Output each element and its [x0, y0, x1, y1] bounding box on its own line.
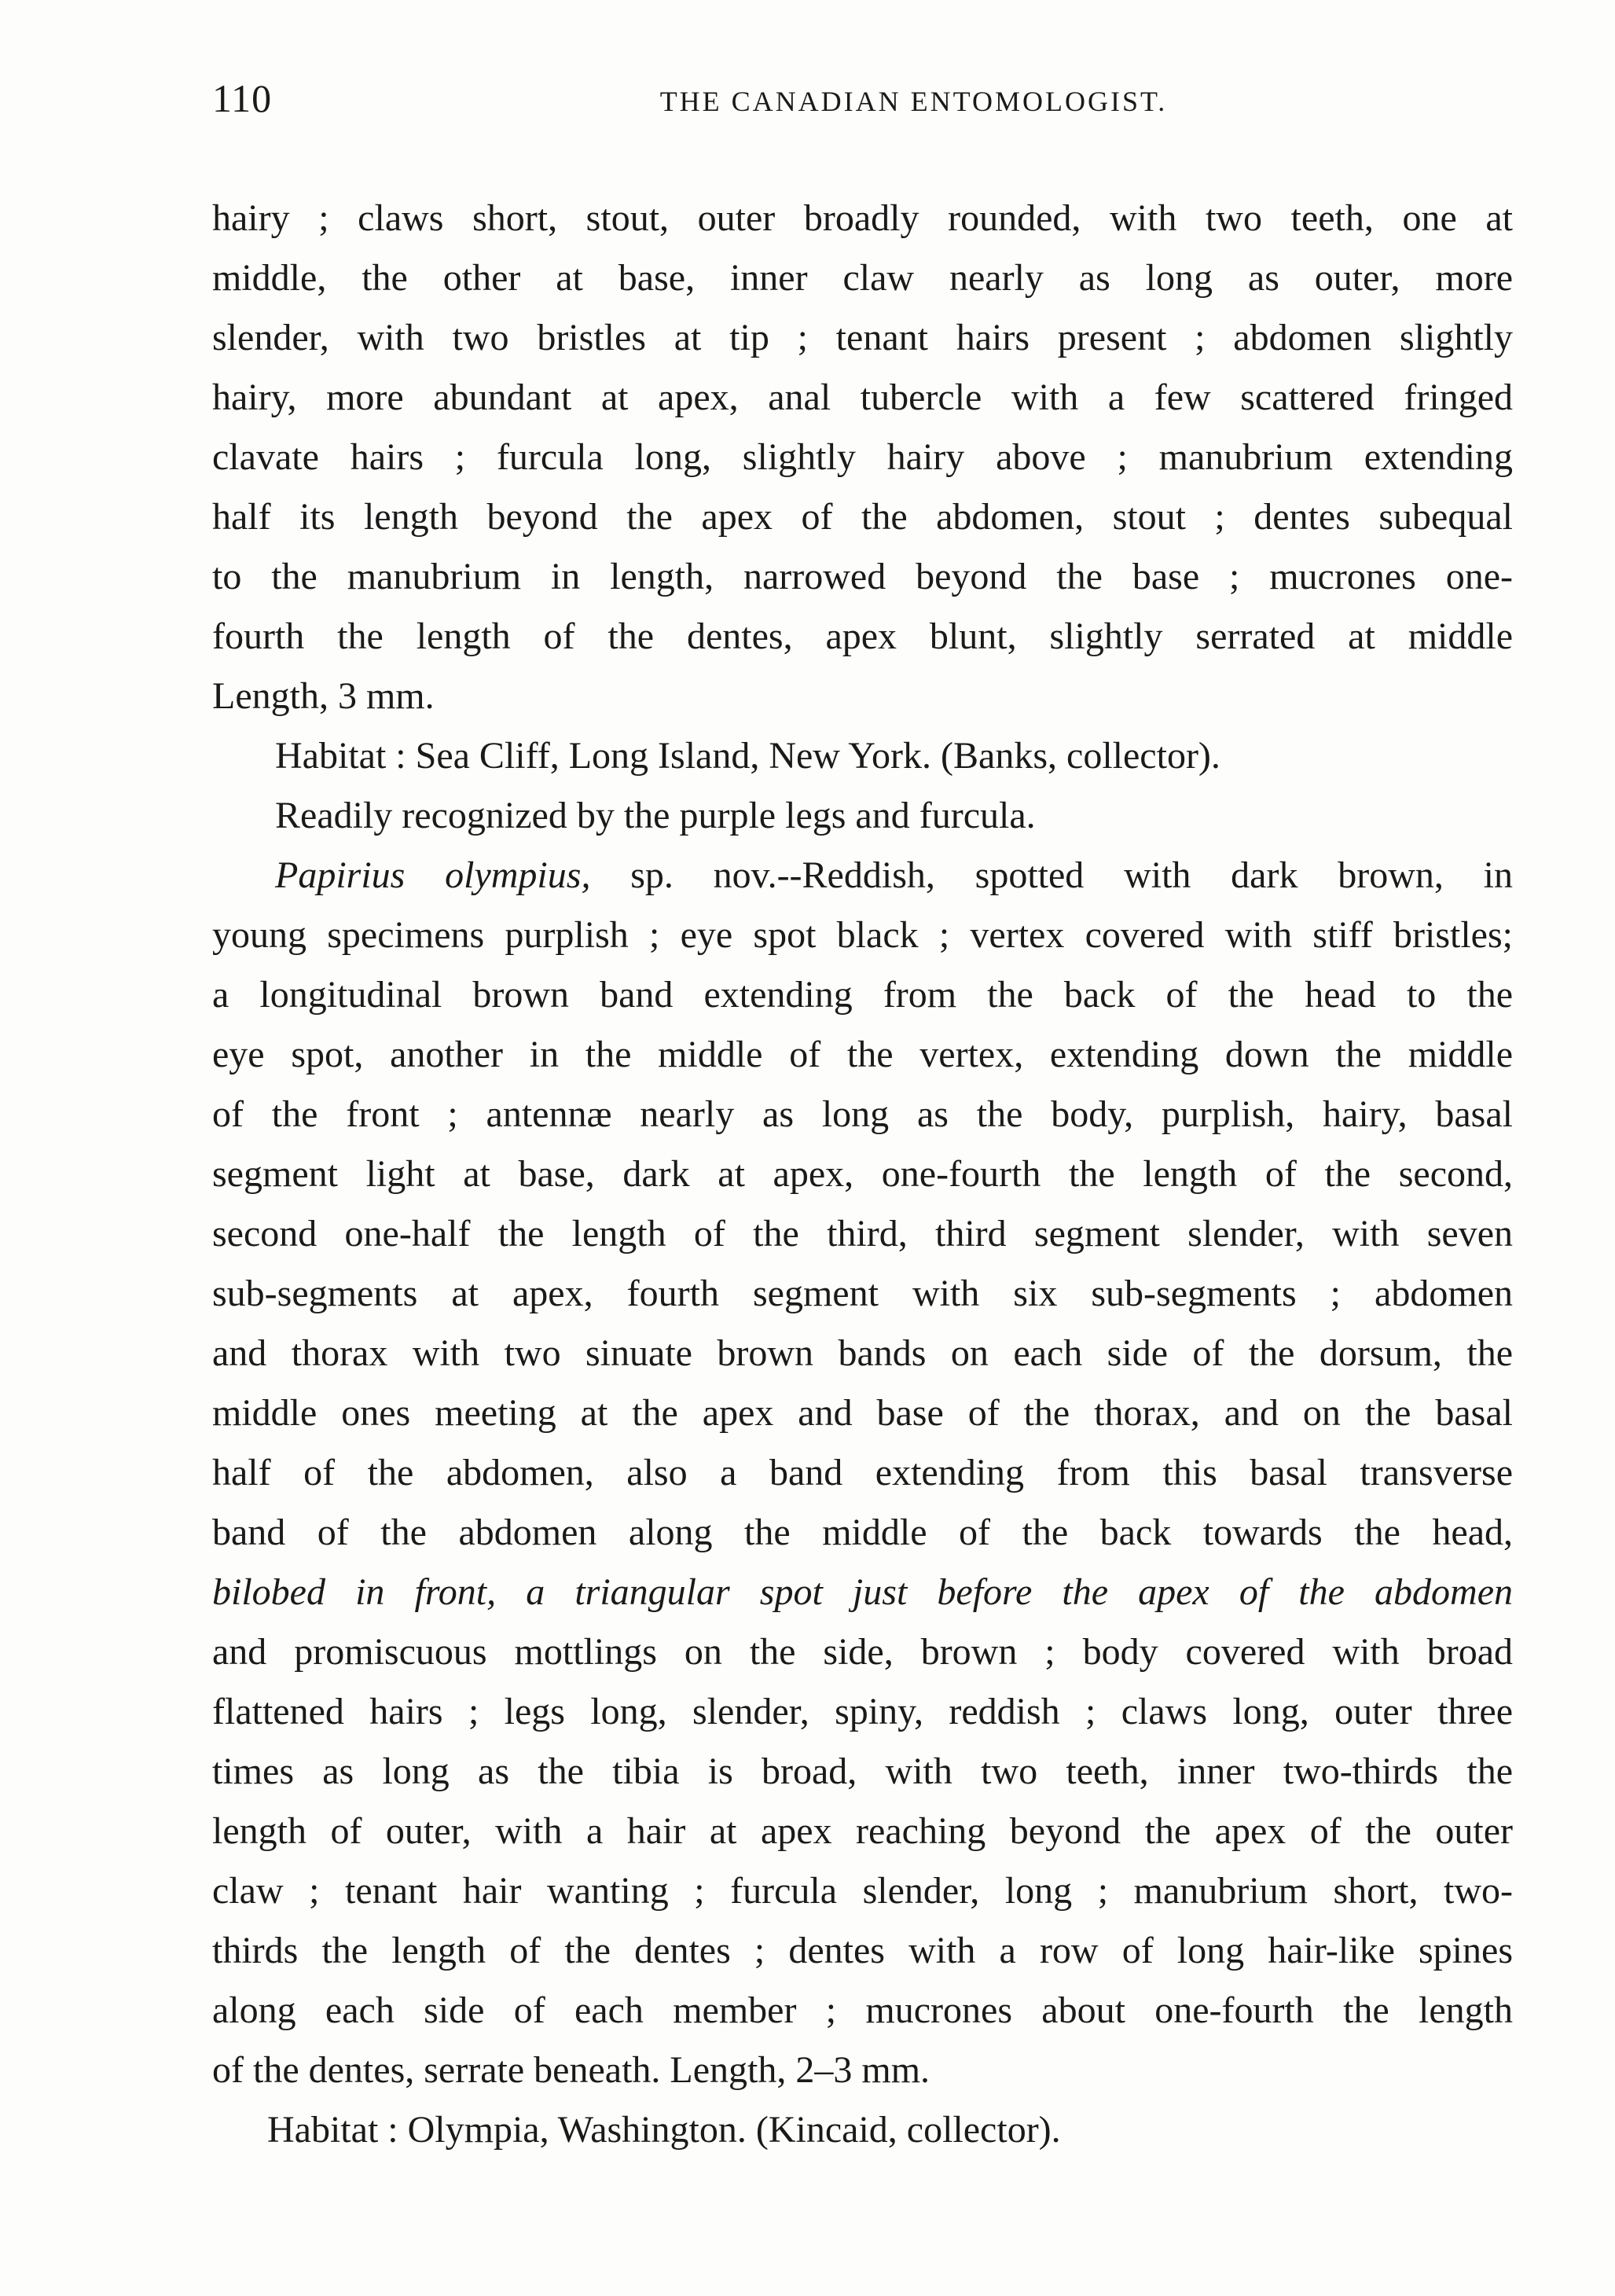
species-heading-rest: sp. nov.--Reddish, spotted with dark brown, in — [590, 854, 1513, 896]
text-line: middle ones meeting at the apex and base of the thorax, and on the basal — [212, 1392, 1513, 1434]
text-line: clavate hairs ; furcula long, slightly hairy above ; manubrium extending — [212, 436, 1513, 478]
text-line: claw ; tenant hair wanting ; furcula slender, long ; manubrium short, two- — [212, 1870, 1513, 1912]
text-line: a longitudinal brown band extending from the back of the head to the — [212, 974, 1513, 1016]
species-name: Papirius olympius, — [275, 854, 591, 896]
habitat-line: Habitat : Olympia, Washington. (Kincaid, collector). — [267, 2109, 1061, 2151]
text-line-italic: bilobed in front, a triangular spot just before the apex of the abdomen — [212, 1571, 1513, 1613]
page-number: 110 — [212, 76, 273, 120]
species-heading-line — [212, 846, 1513, 906]
text-line: length of outer, with a hair at apex reaching beyond the apex of the outer — [212, 1810, 1513, 1852]
text-line: and thorax with two sinuate brown bands on each side of the dorsum, the — [212, 1332, 1513, 1374]
text-line: middle, the other at base, inner claw nearly as long as outer, more — [212, 257, 1513, 299]
text-line: to the manubrium in length, narrowed beyond the base ; mucrones one- — [212, 556, 1513, 597]
text-line: sub-segments at apex, fourth segment with six sub-segments ; abdomen — [212, 1273, 1513, 1314]
text-line: of the front ; antennæ nearly as long as the body, purplish, hairy, basal — [212, 1093, 1513, 1135]
text-line: half of the abdomen, also a band extending from this basal transverse — [212, 1452, 1513, 1493]
text-line: young specimens purplish ; eye spot black ; vertex covered with stiff bristles; — [212, 914, 1513, 956]
text-line: second one-half the length of the third, third segment slender, with seven — [212, 1213, 1513, 1255]
text-line: times as long as the tibia is broad, with two teeth, inner two-thirds the — [212, 1750, 1513, 1792]
text-line: half its length beyond the apex of the abdomen, stout ; dentes subequal — [212, 496, 1513, 538]
text-line: hairy, more abundant at apex, anal tubercle with a few scattered fringed — [212, 377, 1513, 418]
text-line: eye spot, another in the middle of the vertex, extending down the middle — [212, 1034, 1513, 1075]
text-line: of the dentes, serrate beneath. Length, 2–3 mm. — [212, 2049, 930, 2091]
body-text — [212, 189, 1513, 2160]
text-line: along each side of each member ; mucrones about one-fourth the length — [212, 1989, 1513, 2031]
text-line: fourth the length of the dentes, apex blunt, slightly serrated at middle — [212, 615, 1513, 657]
running-head — [212, 75, 1513, 130]
text-line: thirds the length of the dentes ; dentes with a row of long hair-like spines — [212, 1930, 1513, 1971]
text-line: flattened hairs ; legs long, slender, spiny, reddish ; claws long, outer three — [212, 1691, 1513, 1732]
text-line: band of the abdomen along the middle of the back towards the head, — [212, 1512, 1513, 1553]
text-line: and promiscuous mottlings on the side, brown ; body covered with broad — [212, 1631, 1513, 1673]
recognition-note: Readily recognized by the purple legs and furcula. — [275, 795, 1036, 836]
text-line: segment light at base, dark at apex, one-fourth the length of the second, — [212, 1153, 1513, 1195]
habitat-line: Habitat : Sea Cliff, Long Island, New York. (Banks, collector). — [275, 735, 1220, 777]
journal-title: THE CANADIAN ENTOMOLOGIST. — [659, 86, 1168, 117]
text-line: hairy ; claws short, stout, outer broadly rounded, with two teeth, one at — [212, 197, 1513, 239]
text-line: slender, with two bristles at tip ; tenant hairs present ; abdomen slightly — [212, 317, 1513, 358]
text-line: Length, 3 mm. — [212, 675, 435, 717]
